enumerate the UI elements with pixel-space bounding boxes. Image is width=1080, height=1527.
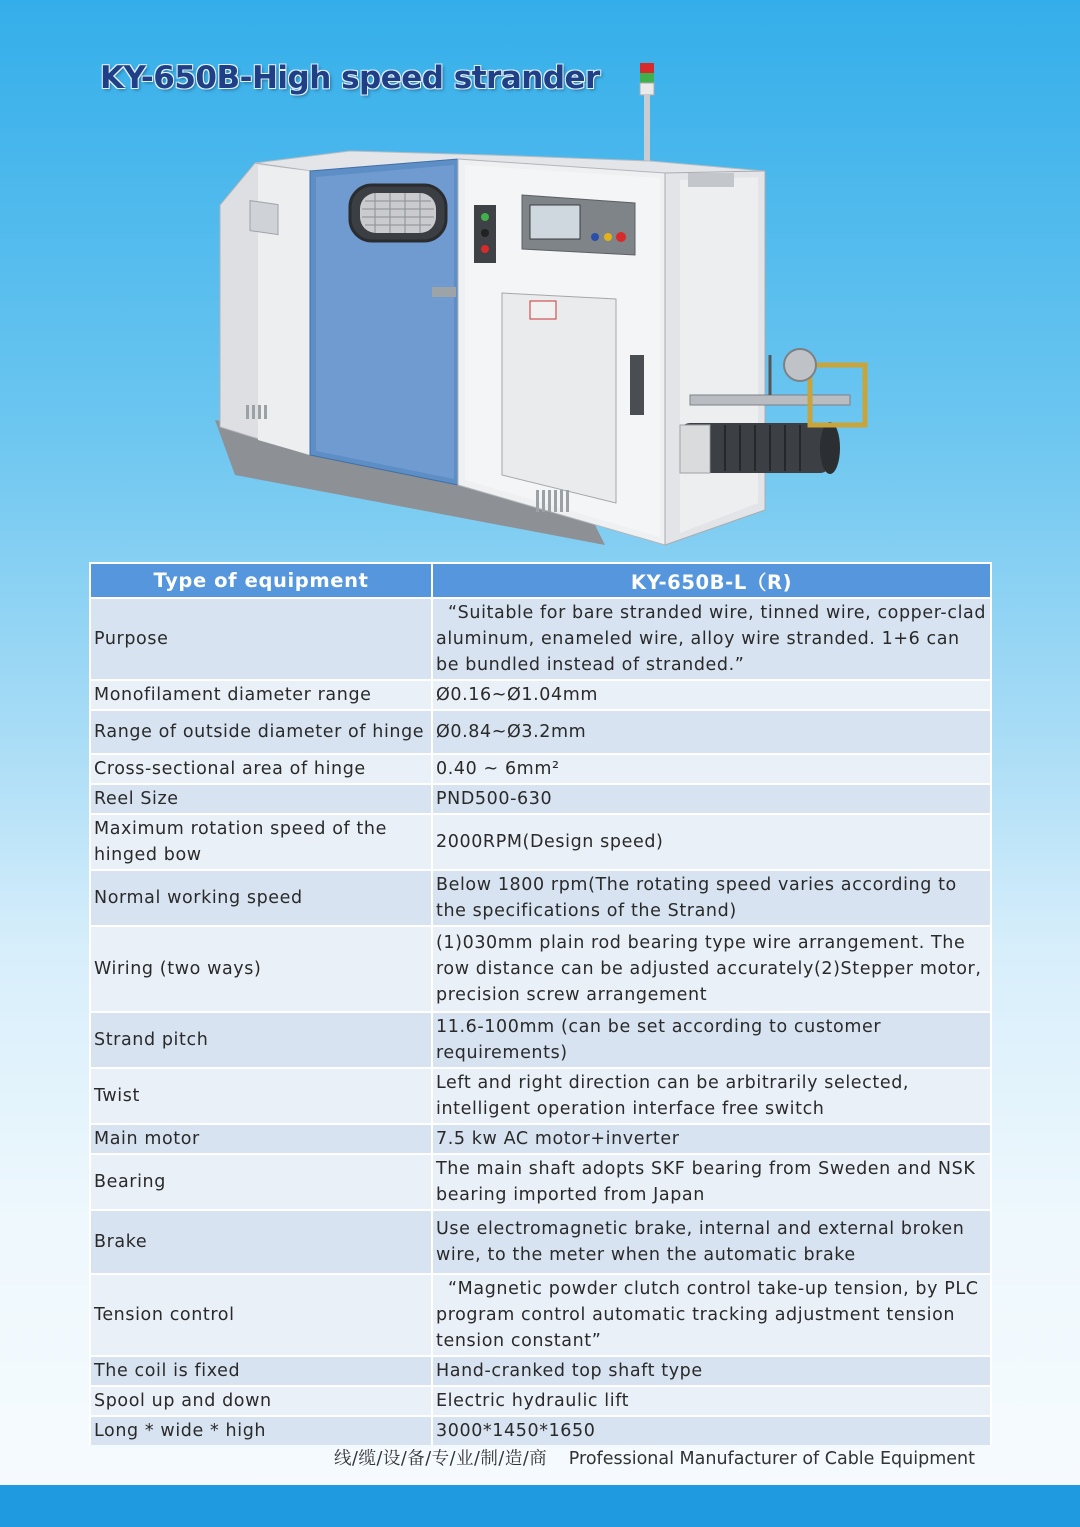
- spec-label: Tension control: [90, 1274, 432, 1356]
- spec-label: Bearing: [90, 1154, 432, 1210]
- table-row: [90, 598, 991, 680]
- bottom-bar: [0, 1485, 1080, 1527]
- spec-label: Strand pitch: [90, 1012, 432, 1068]
- table-row: [90, 1124, 991, 1154]
- spec-value: Electric hydraulic lift: [432, 1386, 991, 1416]
- spec-value: “Suitable for bare stranded wire, tinned wire, copper-clad aluminum, enameled wire, alloy wire stranded. 1+6 can be bundled instead of stranded.”: [432, 598, 991, 680]
- table-row: [90, 1386, 991, 1416]
- spec-table: [89, 562, 992, 1445]
- signal-light-green: [640, 73, 654, 83]
- spec-value: “Magnetic powder clutch control take-up tension, by PLC program control automatic tracking adjustment tension tension constant”: [432, 1274, 991, 1356]
- spec-label: Twist: [90, 1068, 432, 1124]
- spec-label: Cross-sectional area of hinge: [90, 754, 432, 784]
- spec-label: Reel Size: [90, 784, 432, 814]
- spec-label: Long * wide * high: [90, 1416, 432, 1445]
- spec-value: PND500-630: [432, 784, 991, 814]
- table-row: [90, 870, 991, 926]
- spec-value: Left and right direction can be arbitrarily selected, intelligent operation interface free switch: [432, 1068, 991, 1124]
- page-title: KY-650B-High speed strander: [100, 60, 600, 96]
- header-type-of-equipment: Type of equipment: [90, 563, 432, 598]
- spec-value: (1)030mm plain rod bearing type wire arrangement. The row distance can be adjusted accurately(2)Stepper motor, precision screw arrangement: [432, 926, 991, 1012]
- spec-label: Spool up and down: [90, 1386, 432, 1416]
- footer-chinese-tagline: 线/缆/设/备/专/业/制/造/商: [334, 1449, 548, 1469]
- spec-label: Wiring (two ways): [90, 926, 432, 1012]
- footer: [0, 1445, 975, 1470]
- spec-value: Ø0.84~Ø3.2mm: [432, 710, 991, 754]
- strander-machine-illustration: [210, 55, 880, 550]
- spec-value: 7.5 kw AC motor+inverter: [432, 1124, 991, 1154]
- table-row: [90, 1274, 991, 1356]
- spec-value: The main shaft adopts SKF bearing from Sweden and NSK bearing imported from Japan: [432, 1154, 991, 1210]
- spec-label: Normal working speed: [90, 870, 432, 926]
- spec-value: 3000*1450*1650: [432, 1416, 991, 1445]
- table-row: [90, 1416, 991, 1445]
- table-row: [90, 1068, 991, 1124]
- header-model: KY-650B-L（R): [432, 563, 991, 598]
- table-row: [90, 1012, 991, 1068]
- table-row: [90, 926, 991, 1012]
- table-row: [90, 814, 991, 870]
- spec-value: Hand-cranked top shaft type: [432, 1356, 991, 1386]
- spec-value: Use electromagnetic brake, internal and external broken wire, to the meter when the automatic brake: [432, 1210, 991, 1274]
- spec-value: 0.40 ~ 6mm²: [432, 754, 991, 784]
- spec-value: 2000RPM(Design speed): [432, 814, 991, 870]
- spec-label: Maximum rotation speed of the hinged bow: [90, 814, 432, 870]
- spec-label: Purpose: [90, 598, 432, 680]
- spec-label: Main motor: [90, 1124, 432, 1154]
- table-row: [90, 710, 991, 754]
- spec-value: Below 1800 rpm(The rotating speed varies according to the specifications of the Strand): [432, 870, 991, 926]
- table-row: [90, 680, 991, 710]
- table-row: [90, 754, 991, 784]
- table-row: [90, 1154, 991, 1210]
- table-row: [90, 1356, 991, 1386]
- spec-label: Brake: [90, 1210, 432, 1274]
- spec-label: Monofilament diameter range: [90, 680, 432, 710]
- spec-value: Ø0.16~Ø1.04mm: [432, 680, 991, 710]
- table-row: [90, 784, 991, 814]
- signal-light-red: [640, 63, 654, 73]
- spec-label: Range of outside diameter of hinge: [90, 710, 432, 754]
- spec-table-header-row: [90, 563, 991, 598]
- spec-label: The coil is fixed: [90, 1356, 432, 1386]
- footer-english-tagline: Professional Manufacturer of Cable Equipment: [568, 1449, 975, 1469]
- spec-value: 11.6-100mm (can be set according to customer requirements): [432, 1012, 991, 1068]
- table-row: [90, 1210, 991, 1274]
